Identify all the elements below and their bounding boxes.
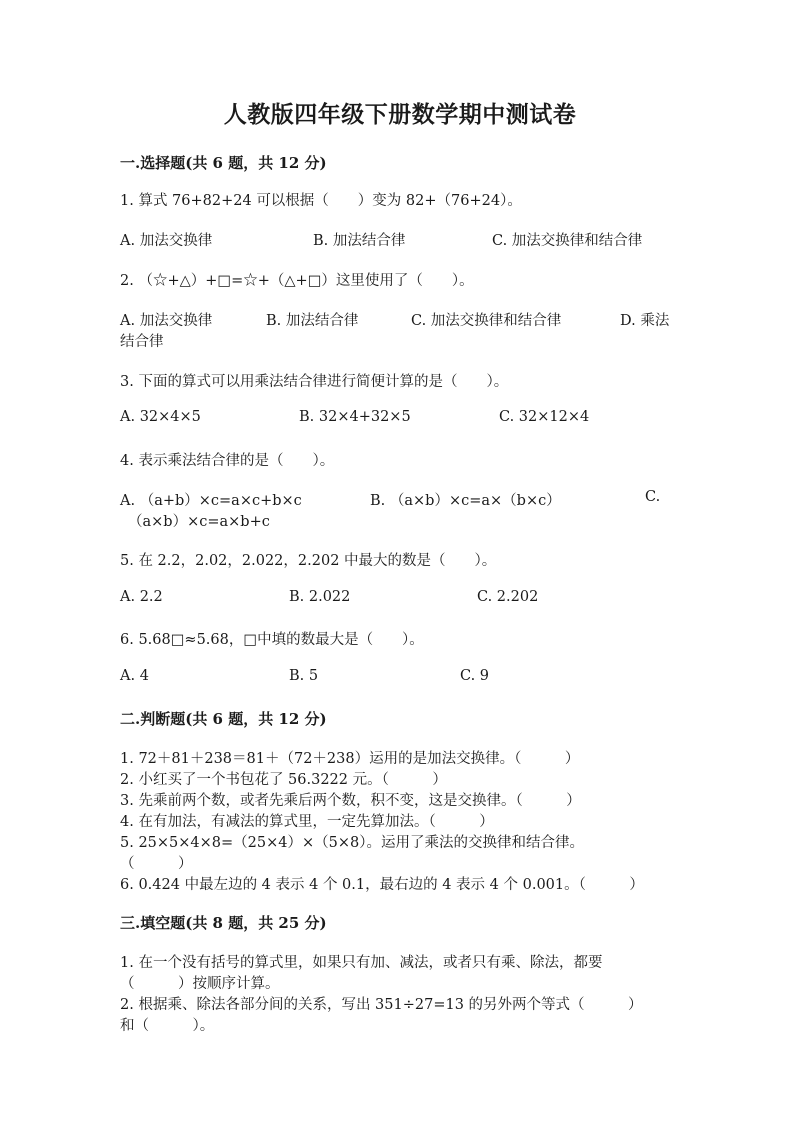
- statement-line: 4. 在有加法，有减法的算式里，一定先算加法。（ ）: [120, 814, 494, 830]
- option-b: B. 加法结合律: [313, 233, 406, 249]
- statement-line: 2. 小红买了一个书包花了 56.3222 元。（ ）: [120, 772, 447, 788]
- option-b: B. 5: [289, 668, 319, 684]
- fill-line: 1. 在一个没有括号的算式里，如果只有加、减法，或者只有乘、除法，都要: [120, 955, 603, 971]
- option-c: C. 32×12×4: [499, 409, 590, 425]
- option-a: A. （a+b）×c=a×c+b×c: [120, 493, 302, 509]
- option-a: A. 加法交换律: [120, 313, 213, 329]
- option-d: D. 乘法: [620, 313, 670, 329]
- fill-line: （ ）按顺序计算。: [120, 976, 280, 992]
- section-heading-judge: 二.判断题(共 6 题，共 12 分): [120, 710, 327, 728]
- question-text: 5. 在 2.2，2.02，2.022，2.202 中最大的数是（ ）。: [120, 553, 497, 569]
- section-heading-fill: 三.填空题(共 8 题，共 25 分): [120, 914, 327, 932]
- option-b: B. 2.022: [289, 589, 351, 605]
- option-a: A. 4: [120, 668, 149, 684]
- option-c: C. 加法交换律和结合律: [492, 233, 643, 249]
- statement-line: 6. 0.424 中最左边的 4 表示 4 个 0.1，最右边的 4 表示 4 个 0.001。（ ）: [120, 877, 644, 893]
- option-a: A. 32×4×5: [120, 409, 201, 425]
- fill-line: 和（ ）。: [120, 1018, 215, 1034]
- option-c: C. 2.202: [477, 589, 539, 605]
- option-c-wrap: （a×b）×c=a×b+c: [128, 514, 270, 530]
- fill-line: 2. 根据乘、除法各部分间的关系，写出 351÷27=13 的另外两个等式（ ）: [120, 997, 643, 1013]
- statement-line: （ ）: [120, 856, 193, 872]
- option-b: B. 32×4+32×5: [299, 409, 411, 425]
- option-c: C. 9: [460, 668, 490, 684]
- statement-line: 1. 72＋81＋238＝81＋（72＋238）运用的是加法交换律。（ ）: [120, 751, 580, 767]
- section-heading-choice: 一.选择题(共 6 题，共 12 分): [120, 154, 327, 172]
- option-a: A. 加法交换律: [120, 233, 213, 249]
- statement-line: 3. 先乘前两个数，或者先乘后两个数，积不变，这是交换律。（ ）: [120, 793, 581, 809]
- option-c: C.: [645, 489, 661, 505]
- question-text: 6. 5.68□≈5.68，□中填的数最大是（ ）。: [120, 632, 424, 648]
- question-text: 4. 表示乘法结合律的是（ ）。: [120, 453, 335, 469]
- option-b: B. 加法结合律: [266, 313, 359, 329]
- question-text: 3. 下面的算式可以用乘法结合律进行简便计算的是（ ）。: [120, 374, 509, 390]
- option-a: A. 2.2: [120, 589, 163, 605]
- page-title: 人教版四年级下册数学期中测试卷: [223, 101, 577, 128]
- option-b: B. （a×b）×c=a×（b×c）: [370, 493, 561, 509]
- question-text: 2. （☆+△）+□=☆+（△+□）这里使用了（ ）。: [120, 273, 474, 289]
- statement-line: 5. 25×5×4×8=（25×4）×（5×8）。运用了乘法的交换律和结合律。: [120, 835, 584, 851]
- option-d-wrap: 结合律: [120, 334, 164, 350]
- option-c: C. 加法交换律和结合律: [411, 313, 562, 329]
- question-text: 1. 算式 76+82+24 可以根据（ ）变为 82+（76+24）。: [120, 193, 522, 209]
